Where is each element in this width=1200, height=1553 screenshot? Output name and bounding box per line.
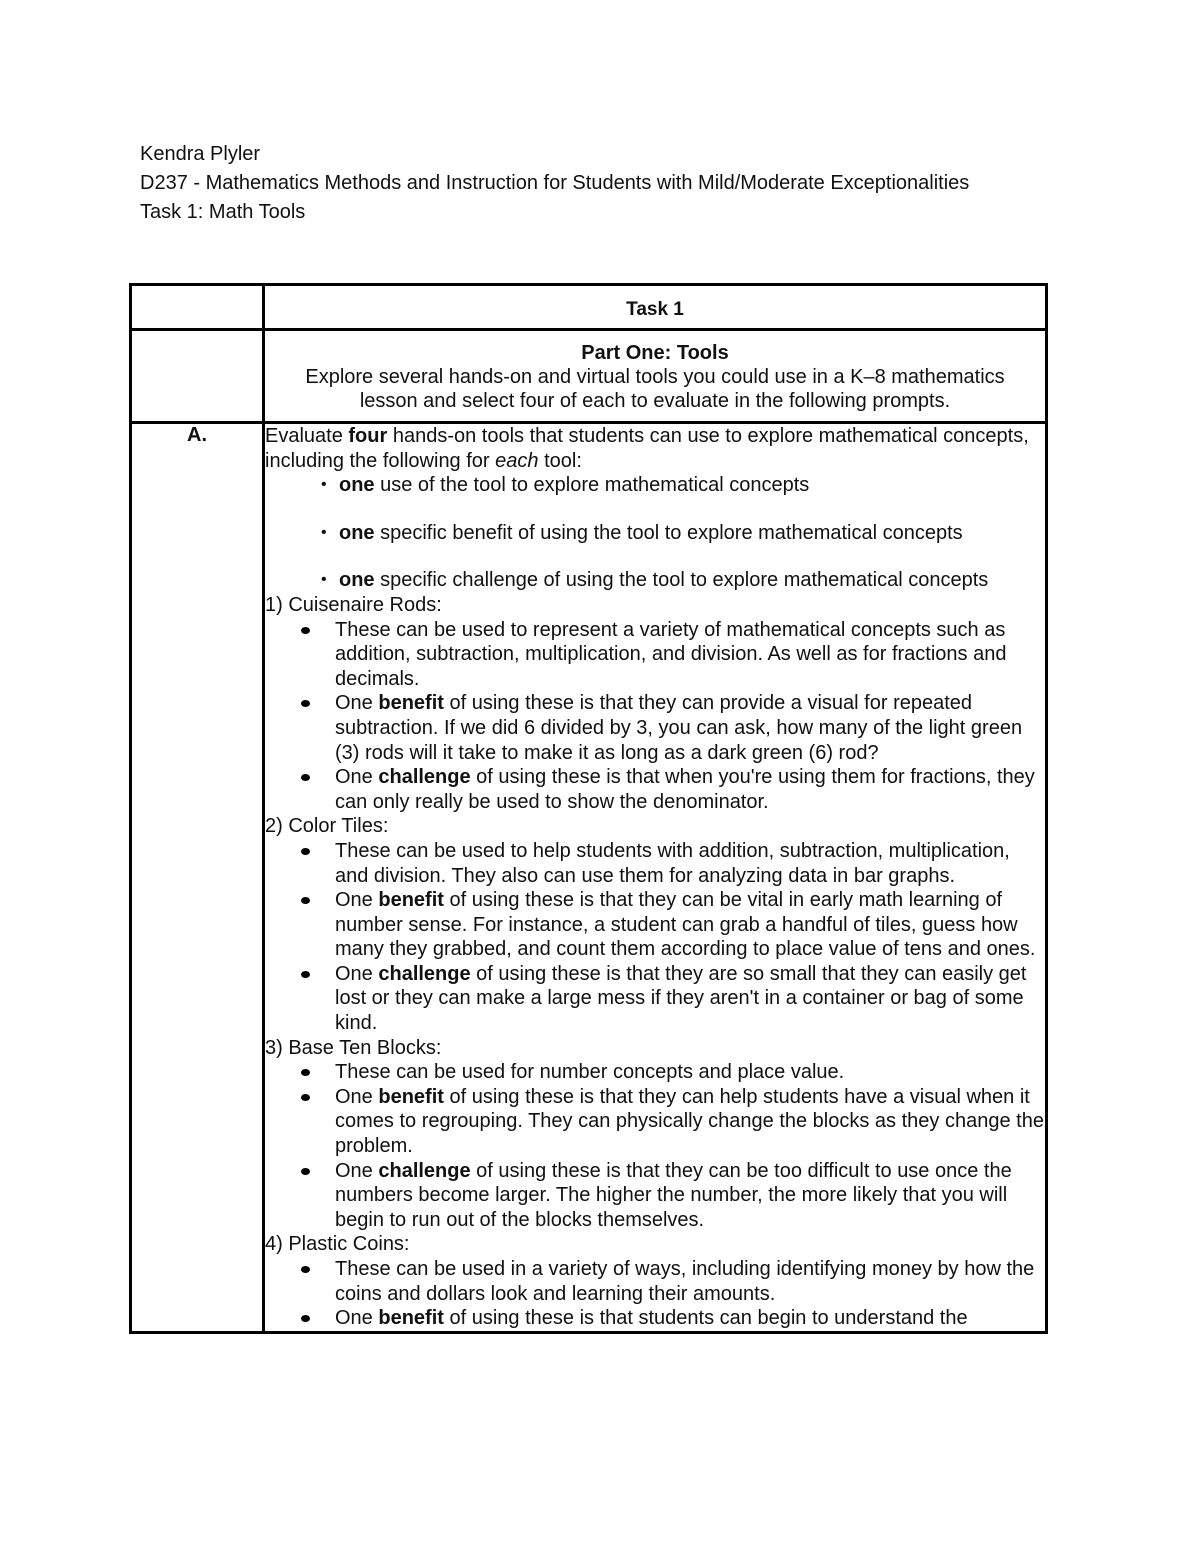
criteria-item bbox=[321, 568, 1045, 593]
tool-item-list bbox=[265, 1257, 1045, 1331]
item-text: One bbox=[335, 766, 379, 789]
item-text: One bbox=[335, 1159, 379, 1182]
item-text: One bbox=[335, 889, 379, 912]
table-title: Task 1 bbox=[626, 299, 684, 320]
table-row-a bbox=[131, 423, 1047, 1333]
item-text: of using these is that they can be too difficult to use once the numbers become larger. The higher the number, the more likely that you will begin to run out of the blocks themselves. bbox=[335, 1159, 1012, 1231]
part-one-text: Explore several hands-on and virtual tools you could use in a K–8 mathematics lesson and select four of each to evaluate in the following prompts. bbox=[305, 366, 1005, 412]
tool-use: These can be used in a variety of ways, including identifying money by how the coins and dollars look and learning their amounts. bbox=[335, 1257, 1045, 1306]
table-row-title bbox=[131, 285, 1047, 330]
benefit-bold: benefit bbox=[378, 1307, 444, 1330]
item-text: of using these is that when you're using them for fractions, they can only really be used to show the denominator. bbox=[335, 766, 1035, 813]
item-text: One bbox=[335, 1085, 379, 1108]
tool-challenge bbox=[335, 765, 1045, 814]
challenge-bold: challenge bbox=[378, 766, 471, 789]
criteria-text: specific benefit of using the tool to explore mathematical concepts bbox=[374, 521, 963, 544]
tool-use: These can be used to help students with addition, subtraction, multiplication, and division. They also can use them for analyzing data in bar graphs. bbox=[335, 839, 1045, 888]
criteria-bold: one bbox=[339, 521, 375, 544]
challenge-bold: challenge bbox=[378, 1159, 471, 1182]
item-text: One bbox=[335, 1307, 379, 1330]
tool-benefit bbox=[335, 691, 1045, 765]
tool-benefit bbox=[335, 1085, 1045, 1159]
author-name: Kendra Plyler bbox=[140, 143, 261, 165]
item-text: of using these is that they can provide a visual for repeated subtraction. If we did 6 divided by 3, you can ask, how many of the light green (3) rods will it take to make it as long as a dark green (6) rod? bbox=[335, 692, 1023, 764]
criteria-bold: one bbox=[339, 474, 375, 497]
criteria-list bbox=[265, 473, 1045, 593]
criteria-item bbox=[321, 473, 1045, 498]
criteria-text: specific challenge of using the tool to explore mathematical concepts bbox=[374, 569, 989, 592]
criteria-bold: one bbox=[339, 569, 375, 592]
title-cell bbox=[264, 285, 1047, 330]
empty-label-cell bbox=[131, 330, 264, 423]
tool-item-list bbox=[265, 1060, 1045, 1232]
intro-text: tool: bbox=[538, 449, 582, 472]
tool-challenge bbox=[335, 962, 1045, 1036]
course-title: D237 - Mathematics Methods and Instruction for Students with Mild/Moderate Exceptionalities bbox=[140, 172, 970, 194]
tool-name: 4) Plastic Coins: bbox=[265, 1233, 410, 1256]
empty-label-cell bbox=[131, 285, 264, 330]
row-a-content bbox=[264, 423, 1047, 1333]
benefit-bold: benefit bbox=[378, 692, 444, 715]
intro-text: Evaluate bbox=[265, 425, 349, 447]
item-text: of using these is that they can be vital in early math learning of number sense. For instance, a student can grab a handful of tiles, guess how many they grabbed, and count them according to place value of tens and ones. bbox=[335, 889, 1036, 961]
tool-benefit bbox=[335, 1306, 1045, 1331]
task-title: Task 1: Math Tools bbox=[140, 201, 306, 223]
benefit-bold: benefit bbox=[378, 889, 444, 912]
tool-name: 3) Base Ten Blocks: bbox=[265, 1036, 442, 1059]
tool-challenge bbox=[335, 1159, 1045, 1233]
tool-item-list bbox=[265, 618, 1045, 815]
table-row-part-one bbox=[131, 330, 1047, 423]
part-one-cell bbox=[264, 330, 1047, 423]
benefit-bold: benefit bbox=[378, 1085, 444, 1108]
intro-bold-four: four bbox=[348, 425, 388, 447]
tool-use: These can be used for number concepts and place value. bbox=[335, 1060, 1045, 1085]
item-text: One bbox=[335, 692, 379, 715]
row-a-label: A. bbox=[131, 423, 264, 1333]
tool-name: 1) Cuisenaire Rods: bbox=[265, 593, 442, 616]
item-text: of using these is that they can help students have a visual when it comes to regrouping. They can physically change the blocks as they change the problem. bbox=[335, 1085, 1044, 1158]
criteria-item bbox=[321, 521, 1045, 546]
document-header bbox=[140, 140, 969, 227]
criteria-text: use of the tool to explore mathematical concepts bbox=[374, 474, 810, 497]
item-text: of using these is that they are so small that they can easily get lost or they can make a large mess if they aren't in a container or bag of some kind. bbox=[335, 962, 1027, 1035]
task-table bbox=[129, 283, 1048, 1334]
tool-name: 2) Color Tiles: bbox=[265, 815, 389, 838]
tool-benefit bbox=[335, 888, 1045, 962]
intro-text: hands-on tools that students can use to explore mathematical concepts, including the following for bbox=[265, 425, 1029, 472]
row-a-intro bbox=[265, 424, 1045, 473]
part-one-heading: Part One: Tools bbox=[581, 342, 729, 364]
item-text: of using these is that students can begin to understand the bbox=[443, 1307, 968, 1330]
challenge-bold: challenge bbox=[378, 962, 471, 985]
item-text: One bbox=[335, 962, 379, 985]
intro-italic-each: each bbox=[495, 449, 539, 472]
tool-use: These can be used to represent a variety of mathematical concepts such as addition, subtraction, multiplication, and division. As well as for fractions and decimals. bbox=[335, 618, 1045, 692]
tool-item-list bbox=[265, 839, 1045, 1036]
